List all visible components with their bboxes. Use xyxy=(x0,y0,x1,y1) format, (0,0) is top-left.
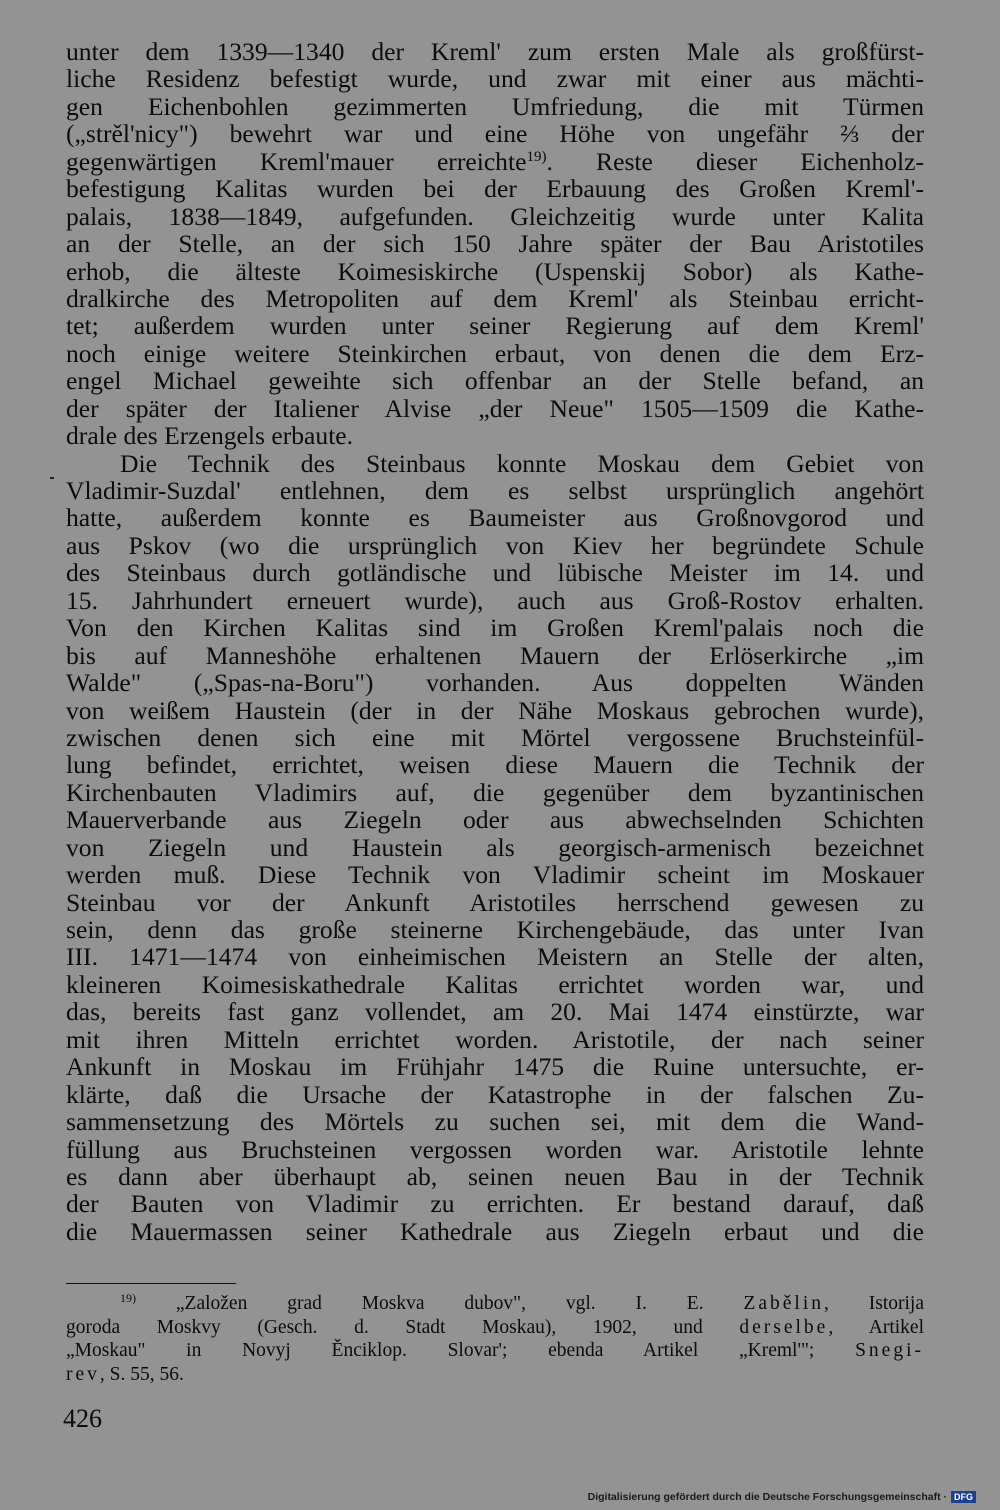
dfg-logo-icon: DFG xyxy=(951,1491,976,1503)
text-line: klärte, daß die Ursache der Katastrophe in der falschen Zu- xyxy=(66,1079,924,1109)
text-segment: „Moskau" in Novyj Ěnciklop. Slovar'; ebenda Artikel „Kreml'"; xyxy=(66,1340,856,1361)
text-line: („strěl'nicy") bewehrt war und eine Höhe von ungefähr ⅔ der xyxy=(66,119,924,149)
text-line: Kirchenbauten Vladimirs auf, die gegenüber dem byzantinischen xyxy=(66,777,924,807)
text-segment: goroda Moskvy (Gesch. d. Stadt Moskau), 1902, und xyxy=(66,1316,740,1338)
text-segment: , S. 55, 56. xyxy=(99,1363,184,1385)
text-line: kleineren Koimesiskathedrale Kalitas errichtet worden war, und xyxy=(66,969,924,999)
text-line: drale des Erzengels erbaute. xyxy=(66,421,354,451)
digitization-credit xyxy=(588,1491,976,1503)
text-line: unter dem 1339—1340 der Kreml' zum ersten Male als großfürst- xyxy=(66,37,924,66)
text-segment: . Reste dieser Eichenholz- xyxy=(546,146,924,176)
text-line: es dann aber überhaupt ab, seinen neuen Bau in der Technik xyxy=(66,1161,924,1191)
text-line: von weißem Haustein (der in der Nähe Moskaus gebrochen wurde), xyxy=(66,695,924,725)
text-line: Von den Kirchen Kalitas sind im Großen Kreml'palais noch die xyxy=(66,613,924,643)
text-line: an der Stelle, an der sich 150 Jahre später der Bau Aristotiles xyxy=(66,229,924,259)
text-line: sammensetzung des Mörtels zu suchen sei, mit dem die Wand- xyxy=(66,1107,924,1137)
text-segment: , Artikel xyxy=(828,1316,924,1338)
text-line: palais, 1838—1849, aufgefunden. Gleichzeitig wurde unter Kalita xyxy=(66,201,924,231)
author-name: derselbe xyxy=(739,1316,829,1338)
text-line: bis auf Manneshöhe erhaltenen Mauern der Erlöserkirche „im xyxy=(66,640,924,670)
text-line: füllung aus Bruchsteinen vergossen worden war. Aristotile lehnte xyxy=(66,1134,924,1164)
text-line: aus Pskov (wo die ursprünglich von Kiev her begründete Schule xyxy=(66,530,924,560)
text-segment: „Založen grad Moskva dubov", vgl. I. E. xyxy=(175,1293,744,1314)
text-line: das, bereits fast ganz vollendet, am 20. Mai 1474 einstürzte, war xyxy=(66,997,924,1027)
text-line: Ankunft in Moskau im Frühjahr 1475 die Ruine untersuchte, er- xyxy=(66,1052,924,1082)
text-line: des Steinbaus durch gotländische und lübische Meister im 14. und xyxy=(66,558,924,588)
footnote-rule xyxy=(66,1283,236,1284)
text-line: befestigung Kalitas wurden bei der Erbauung des Großen Kreml'- xyxy=(66,174,924,204)
text-line: Walde" („Spas-na-Boru") vorhanden. Aus doppelten Wänden xyxy=(66,668,924,698)
text-line: mit ihren Mitteln errichtet worden. Aristotile, der nach seiner xyxy=(66,1024,924,1054)
text-line: tet; außerdem wurden unter seiner Regierung auf dem Kreml' xyxy=(66,311,924,341)
text-line: von Ziegeln und Haustein als georgisch-armenisch bezeichnet xyxy=(66,832,924,862)
margin-mark xyxy=(50,477,54,479)
text-segment: gegenwärtigen Kreml'mauer erreichte xyxy=(66,146,527,176)
text-line: hatte, außerdem konnte es Baumeister aus Großnovgorod und xyxy=(66,503,924,533)
credit-text: Digitalisierung gefördert durch die Deutsche Forschungsgemeinschaft · xyxy=(587,1491,947,1503)
text-line: lung befindet, errichtet, weisen diese Mauern die Technik der xyxy=(66,750,924,780)
text-line: gen Eichenbohlen gezimmerten Umfriedung, die mit Türmen xyxy=(66,91,924,121)
footnote-line xyxy=(66,1316,924,1340)
text-line: der später der Italiener Alvise „der Neue" 1505—1509 die Kathe- xyxy=(66,393,924,423)
text-line: Vladimir-Suzdal' entlehnen, dem es selbst ursprünglich angehört xyxy=(66,476,924,505)
text-line: Mauerverbande aus Ziegeln oder aus abwechselnden Schichten xyxy=(66,805,924,835)
author-name: Snegi- xyxy=(855,1340,924,1361)
author-name: rev xyxy=(66,1363,100,1385)
footnote-ref: 19) xyxy=(526,148,547,165)
text-segment: , Istorija xyxy=(824,1293,924,1314)
text-line: 15. Jahrhundert erneuert wurde), auch aus Groß-Rostov erhalten. xyxy=(66,585,924,615)
footnote-line xyxy=(66,1292,924,1316)
text-line: die Mauermassen seiner Kathedrale aus Ziegeln erbaut und die xyxy=(66,1216,924,1246)
text-line: liche Residenz befestigt wurde, und zwar mit einer aus mächti- xyxy=(66,64,924,94)
text-line: Die Technik des Steinbaus konnte Moskau dem Gebiet von xyxy=(120,448,924,478)
text-line: dralkirche des Metropoliten auf dem Kreml' als Steinbau erricht- xyxy=(66,283,924,313)
text-line: engel Michael geweihte sich offenbar an der Stelle befand, an xyxy=(66,366,924,396)
text-line: zwischen denen sich eine mit Mörtel vergossene Bruchsteinfül- xyxy=(66,722,924,752)
text-line: Steinbau vor der Ankunft Aristotiles herrschend gewesen zu xyxy=(66,887,924,917)
footnote-line xyxy=(66,1339,924,1363)
author-name: Zabělin xyxy=(743,1293,825,1314)
page-number: 426 xyxy=(63,1404,102,1433)
footnote xyxy=(66,1292,924,1386)
body-text xyxy=(66,38,924,1245)
text-line: sein, denn das große steinerne Kirchengebäude, das unter Ivan xyxy=(66,915,924,944)
text-line: erhob, die älteste Koimesiskirche (Uspenskij Sobor) als Kathe- xyxy=(66,256,924,286)
text-line: werden muß. Diese Technik von Vladimir scheint im Moskauer xyxy=(66,860,924,890)
text-line xyxy=(66,148,924,175)
footnote-line xyxy=(66,1363,924,1387)
footnote-marker: 19) xyxy=(120,1291,136,1305)
text-line: noch einige weitere Steinkirchen erbaut, von denen die dem Erz- xyxy=(66,338,924,368)
text-line: der Bauten von Vladimir zu errichten. Er bestand darauf, daß xyxy=(66,1189,924,1219)
text-line: III. 1471—1474 von einheimischen Meistern an Stelle der alten, xyxy=(66,942,924,972)
